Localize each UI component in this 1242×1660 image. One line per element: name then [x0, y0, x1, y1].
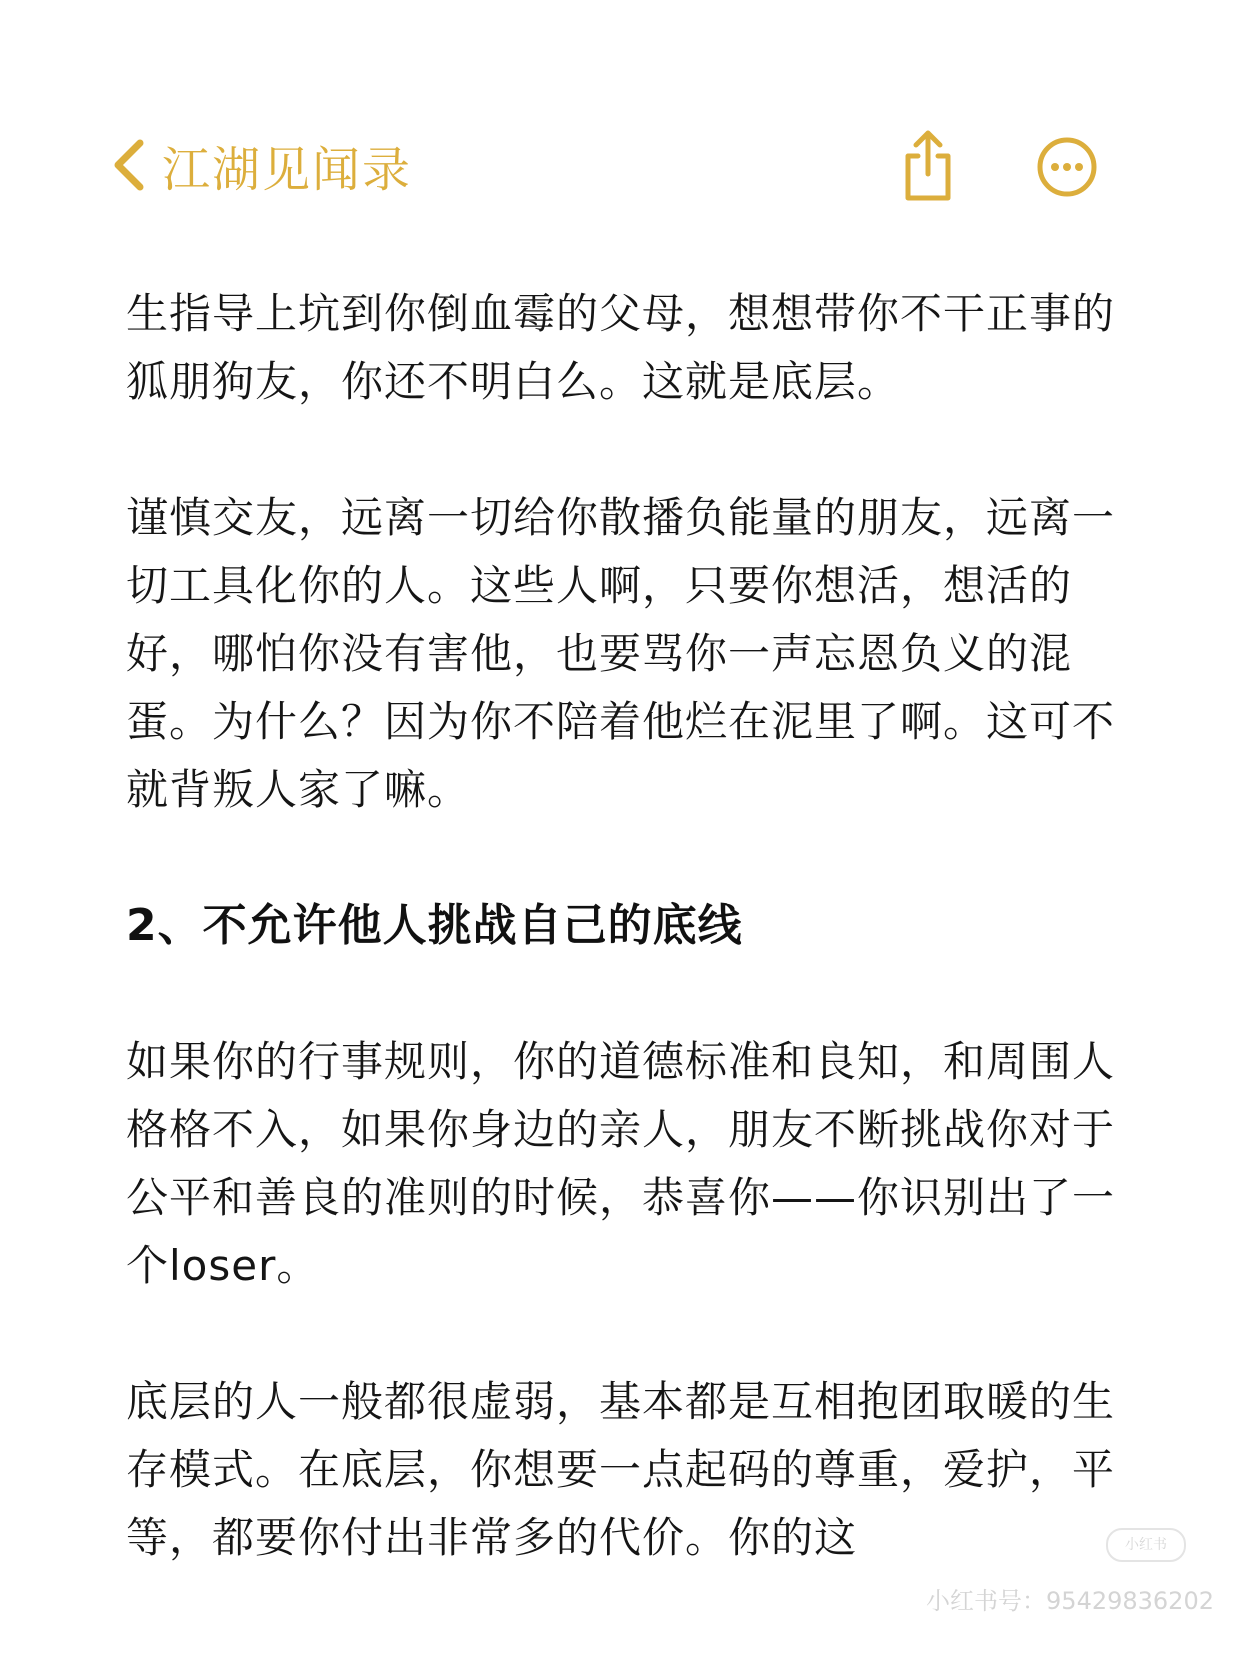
back-button[interactable] [110, 132, 412, 198]
article-body [126, 280, 1136, 1640]
more-icon [1036, 136, 1098, 198]
chevron-left-icon [110, 137, 148, 193]
top-nav-bar [0, 110, 1242, 220]
watermark-text: 小红书号：95429836202 [926, 1587, 1214, 1615]
back-label: 江湖见闻录 [162, 141, 413, 198]
paragraph: 如果你的行事规则，你的道德标准和良知，和周围人格格不入，如果你身边的亲人，朋友不断挑战你对于公平和善良的准则的时候，恭喜你——你识别出了一个loser。 [126, 1037, 1116, 1290]
share-button[interactable] [898, 128, 958, 204]
share-icon [898, 128, 958, 204]
more-button[interactable] [1036, 136, 1098, 198]
paragraph: 生指导上坑到你倒血霉的父母，想想带你不干正事的狐朋狗友，你还不明白么。这就是底层。 [126, 289, 1116, 406]
section-heading: 2、不允许他人挑战自己的底线 [126, 900, 743, 951]
paragraph: 底层的人一般都很虚弱，基本都是互相抱团取暖的生存模式。在底层，你想要一点起码的尊重，爱护，平等，都要你付出非常多的代价。你的这 [126, 1377, 1116, 1562]
paragraph: 谨慎交友，远离一切给你散播负能量的朋友，远离一切工具化你的人。这些人啊，只要你想活，想活的好，哪怕你没有害他，也要骂你一声忘恩负义的混蛋。为什么？因为你不陪着他烂在泥里了啊。这可不就背叛人家了嘛。 [126, 493, 1116, 814]
watermark-badge: 小红书 [1106, 1528, 1186, 1562]
